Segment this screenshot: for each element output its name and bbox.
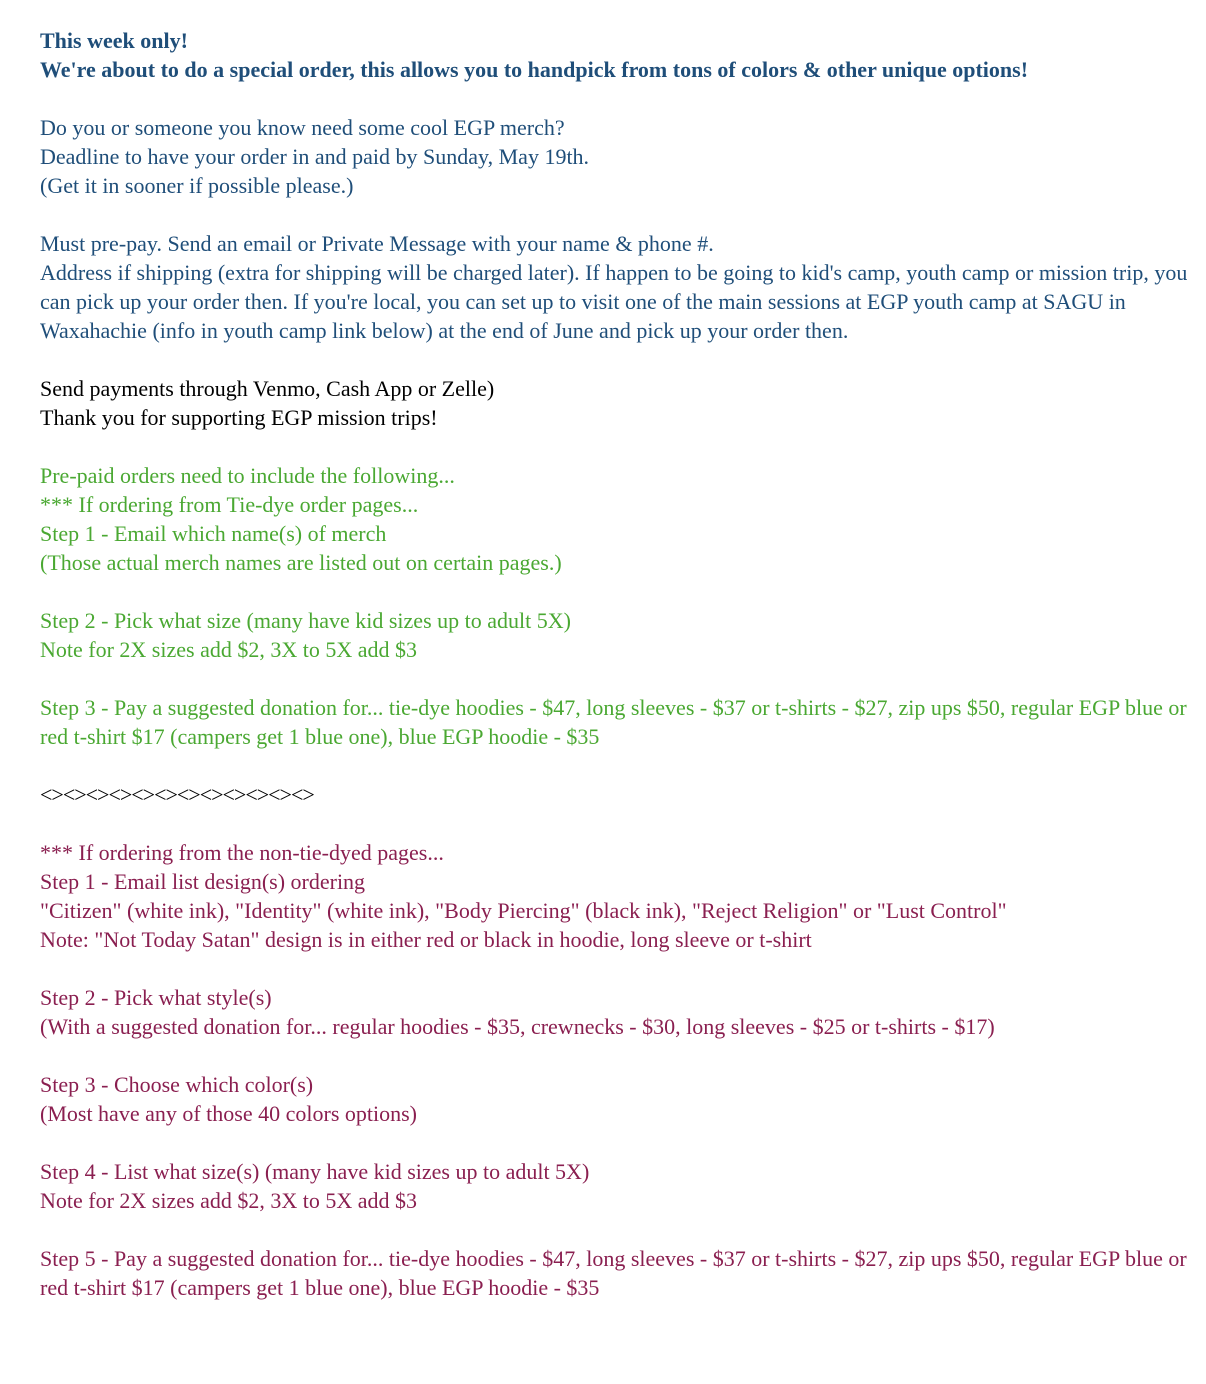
headline: This week only!: [40, 28, 188, 53]
nontiedye-step4-section: [40, 1157, 1190, 1215]
tiedye-intro-line: *** If ordering from Tie-dye order pages...: [40, 492, 419, 517]
tiedye-intro-line: Pre-paid orders need to include the following...: [40, 463, 455, 488]
payment-methods: Send payments through Venmo, Cash App or Zelle): [40, 376, 495, 401]
nontiedye-step2-section: [40, 983, 1190, 1041]
tiedye-step1-section: [40, 461, 1190, 577]
nontiedye-step3-note: (Most have any of those 40 colors options): [40, 1101, 417, 1126]
deadline-section: [40, 113, 1190, 200]
tiedye-step2-note: Note for 2X sizes add $2, 3X to 5X add $3: [40, 637, 417, 662]
nontiedye-step1-section: [40, 838, 1190, 954]
tiedye-step2-section: [40, 606, 1190, 664]
deadline-line: Deadline to have your order in and paid by Sunday, May 19th.: [40, 144, 590, 169]
tiedye-step1: Step 1 - Email which name(s) of merch: [40, 521, 387, 546]
deadline-line: Do you or someone you know need some cool EGP merch?: [40, 115, 565, 140]
nontiedye-step3: Step 3 - Choose which color(s): [40, 1072, 314, 1097]
tiedye-step3: Step 3 - Pay a suggested donation for... tie-dye hoodies - $47, long sleeves - $37 or t-shirts - $27, zip ups $50, regular EGP blue or red t-shirt $17 (campers get 1 blue one), blue EGP hoodie - $35: [40, 695, 1193, 749]
deadline-line: (Get it in sooner if possible please.): [40, 173, 354, 198]
nontiedye-step3-section: [40, 1070, 1190, 1128]
shipping-pickup-text: Address if shipping (extra for shipping will be charged later). If happen to be going to kid's camp, youth camp or mission trip, you can pick up your order then. If you're local, you can set up to visit one of the main sessions at EGP youth camp at SAGU in Waxahachie (info in youth camp link below) at the end of June and pick up your order then.: [40, 260, 1193, 343]
divider: [40, 780, 1190, 809]
nontiedye-step1: Step 1 - Email list design(s) ordering: [40, 869, 366, 894]
design-list: "Citizen" (white ink), "Identity" (white ink), "Body Piercing" (black ink), "Reject Religion" or "Lust Control": [40, 898, 1007, 923]
nontiedye-step5-section: [40, 1244, 1193, 1302]
design-note: Note: "Not Today Satan" design is in either red or black in hoodie, long sleeve or t-shirt: [40, 927, 812, 952]
nontiedye-step5: Step 5 - Pay a suggested donation for... tie-dye hoodies - $47, long sleeves - $37 or t-shirts - $27, zip ups $50, regular EGP blue or red t-shirt $17 (campers get 1 blue one), blue EGP hoodie - $35: [40, 1246, 1193, 1300]
subheadline: We're about to do a special order, this allows you to handpick from tons of colors & other unique options!: [40, 57, 1029, 82]
nontiedye-step4: Step 4 - List what size(s) (many have kid sizes up to adult 5X): [40, 1159, 590, 1184]
payments-section: [40, 374, 1190, 432]
intro-section: [40, 26, 1190, 84]
nontiedye-step2: Step 2 - Pick what style(s): [40, 985, 272, 1010]
prepay-line: Must pre-pay. Send an email or Private Message with your name & phone #.: [40, 231, 714, 256]
nontiedye-intro: *** If ordering from the non-tie-dyed pages...: [40, 840, 444, 865]
announcement-body: [40, 26, 1193, 1331]
tiedye-step3-section: [40, 693, 1193, 751]
tiedye-step2: Step 2 - Pick what size (many have kid sizes up to adult 5X): [40, 608, 571, 633]
divider-glyphs: <><><><><><><><><><><><>: [40, 782, 314, 807]
prepay-section: [40, 229, 1193, 345]
tiedye-step1-note: (Those actual merch names are listed out on certain pages.): [40, 550, 562, 575]
nontiedye-step4-note: Note for 2X sizes add $2, 3X to 5X add $3: [40, 1188, 417, 1213]
nontiedye-step2-note: (With a suggested donation for... regular hoodies - $35, crewnecks - $30, long sleeves - $25 or t-shirts - $17): [40, 1014, 995, 1039]
thank-you-note: Thank you for supporting EGP mission trips!: [40, 405, 438, 430]
